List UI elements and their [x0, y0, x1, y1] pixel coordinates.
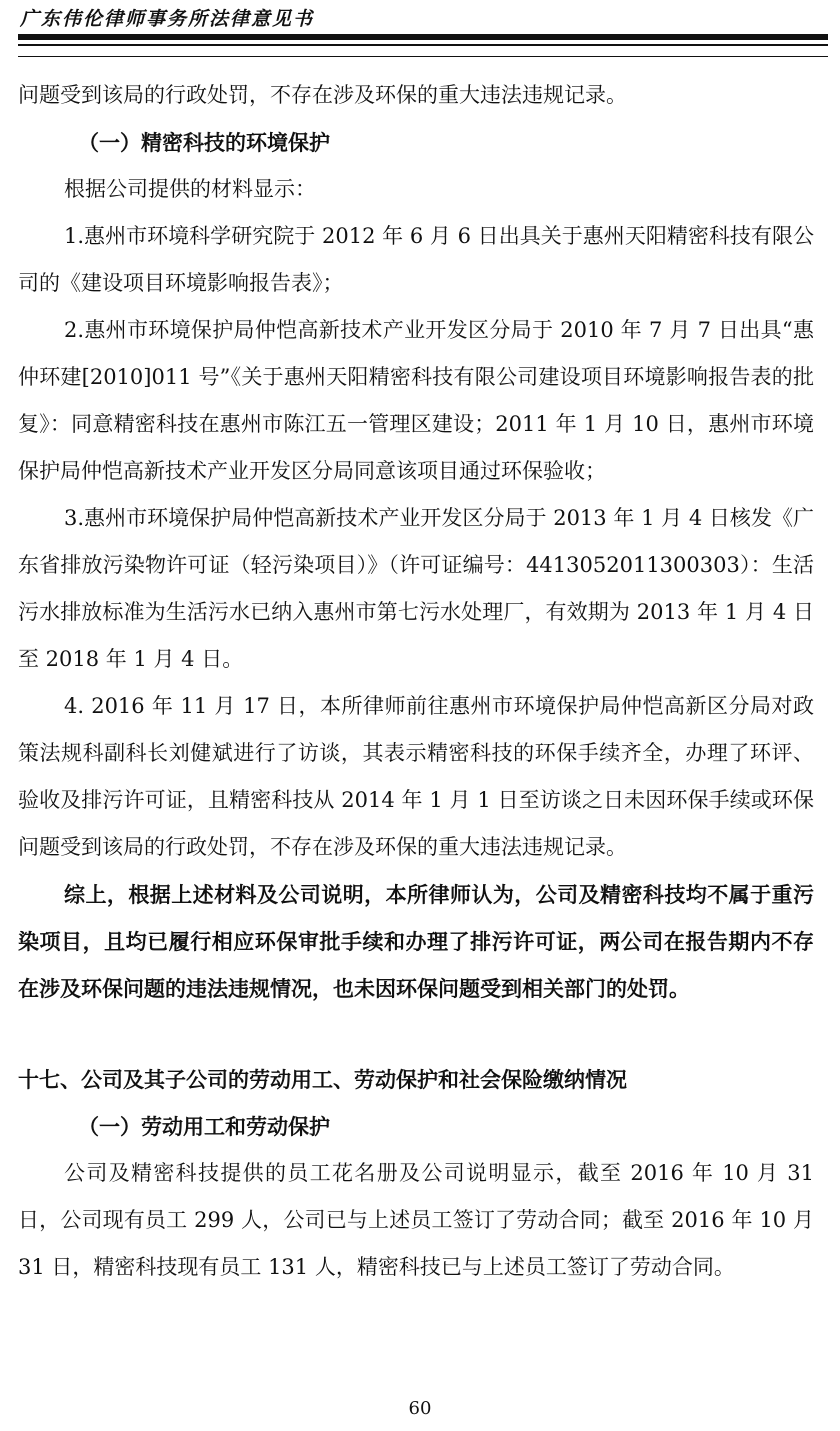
subheading-environment-protection: （一）精密科技的环境保护	[78, 130, 330, 155]
paragraph-conclusion: 综上，根据上述材料及公司说明，本所律师认为，公司及精密科技均不属于重污染项目，且均已履行相应环保审批手续和办理了排污许可证，两公司在报告期内不存在涉及环保问题的违法违规情况，也未因环保问题受到相关部门的处罚。	[18, 882, 814, 1001]
paragraph-item-4: 4. 2016 年 11 月 17 日，本所律师前往惠州市环境保护局仲恺高新区分局对政策法规科副科长刘健斌进行了访谈，其表示精密科技的环保手续齐全，办理了环评、验收及排污许可证，且精密科技从 2014 年 1 月 1 日至访谈之日未因环保手续或环保问题受到该局的行政处罚，不存在涉及环保的重大违法违规记录。	[18, 694, 814, 859]
header-rule-thick	[18, 34, 828, 40]
header-rule-thin	[18, 44, 828, 46]
page-header	[18, 0, 828, 62]
paragraph-item-3: 3.惠州市环境保护局仲恺高新技术产业开发区分局于 2013 年 1 月 4 日核发《广东省排放污染物许可证（轻污染项目）》（许可证编号：4413052011300303）：生活污水排放标准为生活污水已纳入惠州市第七污水处理厂，有效期为 2013 年 1 月 4 日至 2018 年 1 月 4 日。	[18, 506, 814, 671]
document-body	[18, 72, 814, 1291]
header-rule-bottom	[18, 56, 828, 57]
paragraph-item-2: 2.惠州市环境保护局仲恺高新技术产业开发区分局于 2010 年 7 月 7 日出具“惠仲环建[2010]011 号”《关于惠州天阳精密科技有限公司建设项目环境影响报告表的批复》：同意精密科技在惠州市陈江五一管理区建设；2011 年 1 月 10 日，惠州市环境保护局仲恺高新技术产业开发区分局同意该项目通过环保验收；	[18, 318, 814, 483]
section-gap	[18, 1012, 814, 1056]
paragraph-item-1: 1.惠州市环境科学研究院于 2012 年 6 月 6 日出具关于惠州天阳精密科技有限公司的《建设项目环境影响报告表》；	[18, 224, 814, 295]
page-number: 60	[408, 1398, 432, 1419]
paragraph-materials-intro: 根据公司提供的材料显示：	[64, 177, 316, 201]
paragraph-continued: 问题受到该局的行政处罚，不存在涉及环保的重大违法违规记录。	[18, 83, 627, 107]
paragraph-employees: 公司及精密科技提供的员工花名册及公司说明显示，截至 2016 年 10 月 31 日，公司现有员工 299 人，公司已与上述员工签订了劳动合同；截至 2016 年 10 月 31 日，精密科技现有员工 131 人，精密科技已与上述员工签订了劳动合同。	[18, 1161, 814, 1279]
header-title: 广东伟伦律师事务所法律意见书	[20, 8, 315, 30]
section-heading-17: 十七、公司及其子公司的劳动用工、劳动保护和社会保险缴纳情况	[18, 1067, 627, 1092]
subheading-labor: （一）劳动用工和劳动保护	[78, 1114, 330, 1139]
